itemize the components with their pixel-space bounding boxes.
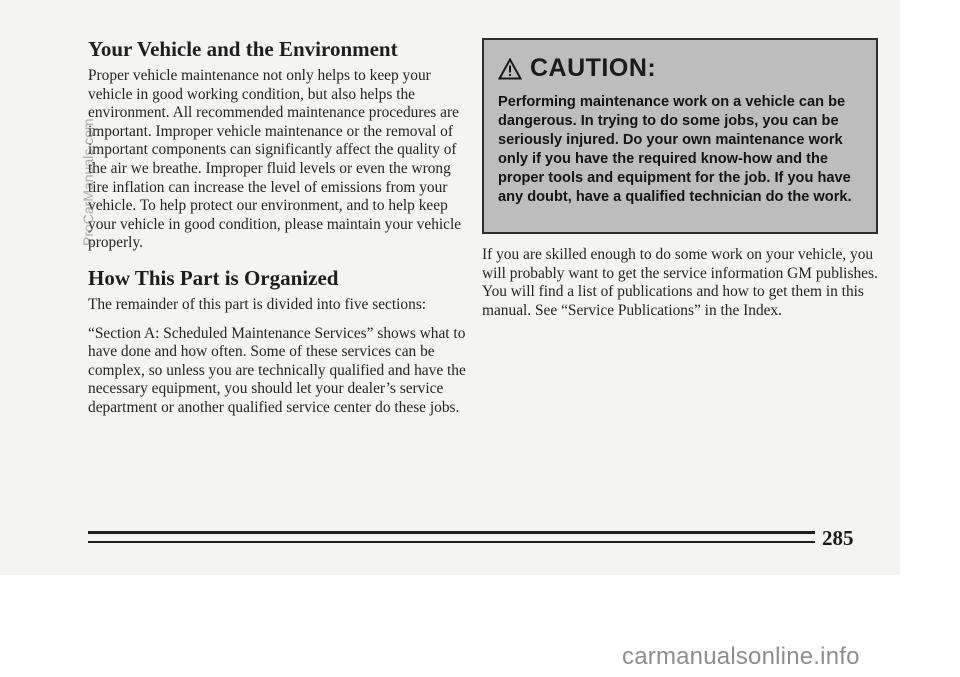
side-watermark-text: ProCarManuals.com <box>80 118 96 246</box>
page-number: 285 <box>822 526 854 550</box>
warning-triangle-icon <box>498 58 522 80</box>
left-column <box>88 37 468 418</box>
footer-rule-thick <box>88 531 815 534</box>
service-info-paragraph: If you are skilled enough to do some work on your vehicle, you will probably want to get the service information GM publishes. You will find a list of publications and how to get them in this manual. See “Service Publications” in the Index. <box>482 246 878 319</box>
organization-intro-paragraph: The remainder of this part is divided into five sections: <box>88 295 427 313</box>
caution-header <box>498 54 864 83</box>
section-title-organization: How This Part is Organized <box>88 265 339 290</box>
section-a-paragraph: “Section A: Scheduled Maintenance Services” shows what to have done and how often. Some of these services can be complex, so unless you are technically qualified and have the necessary equipment, you should let your dealer’s service department or another qualified service center do these jobs. <box>88 324 466 416</box>
footer-rule-thin <box>88 541 815 543</box>
bottom-watermark: carmanualsonline.info <box>622 643 860 670</box>
caution-box <box>482 38 878 234</box>
caution-text: Performing maintenance work on a vehicle can be dangerous. In trying to do some jobs, you can be seriously injured. Do your own maintenance work only if you have the required know-how and the proper tools and equipment for the job. If you have any doubt, have a qualified technician do the work. <box>498 94 852 205</box>
environment-paragraph: Proper vehicle maintenance not only helps to keep your vehicle in good working condition, but also helps the environment. All recommended maintenance procedures are important. Improper vehicle maintenance or the removal of important components can significantly affect the quality of the air we breathe. Improper fluid levels or even the wrong tire inflation can increase the level of emissions from your vehicle. To help protect our environment, and to help keep your vehicle in good condition, please maintain your vehicle properly. <box>88 67 462 252</box>
section-title-environment: Your Vehicle and the Environment <box>88 37 398 61</box>
caution-title: CAUTION: <box>530 54 657 82</box>
right-column <box>482 38 878 320</box>
